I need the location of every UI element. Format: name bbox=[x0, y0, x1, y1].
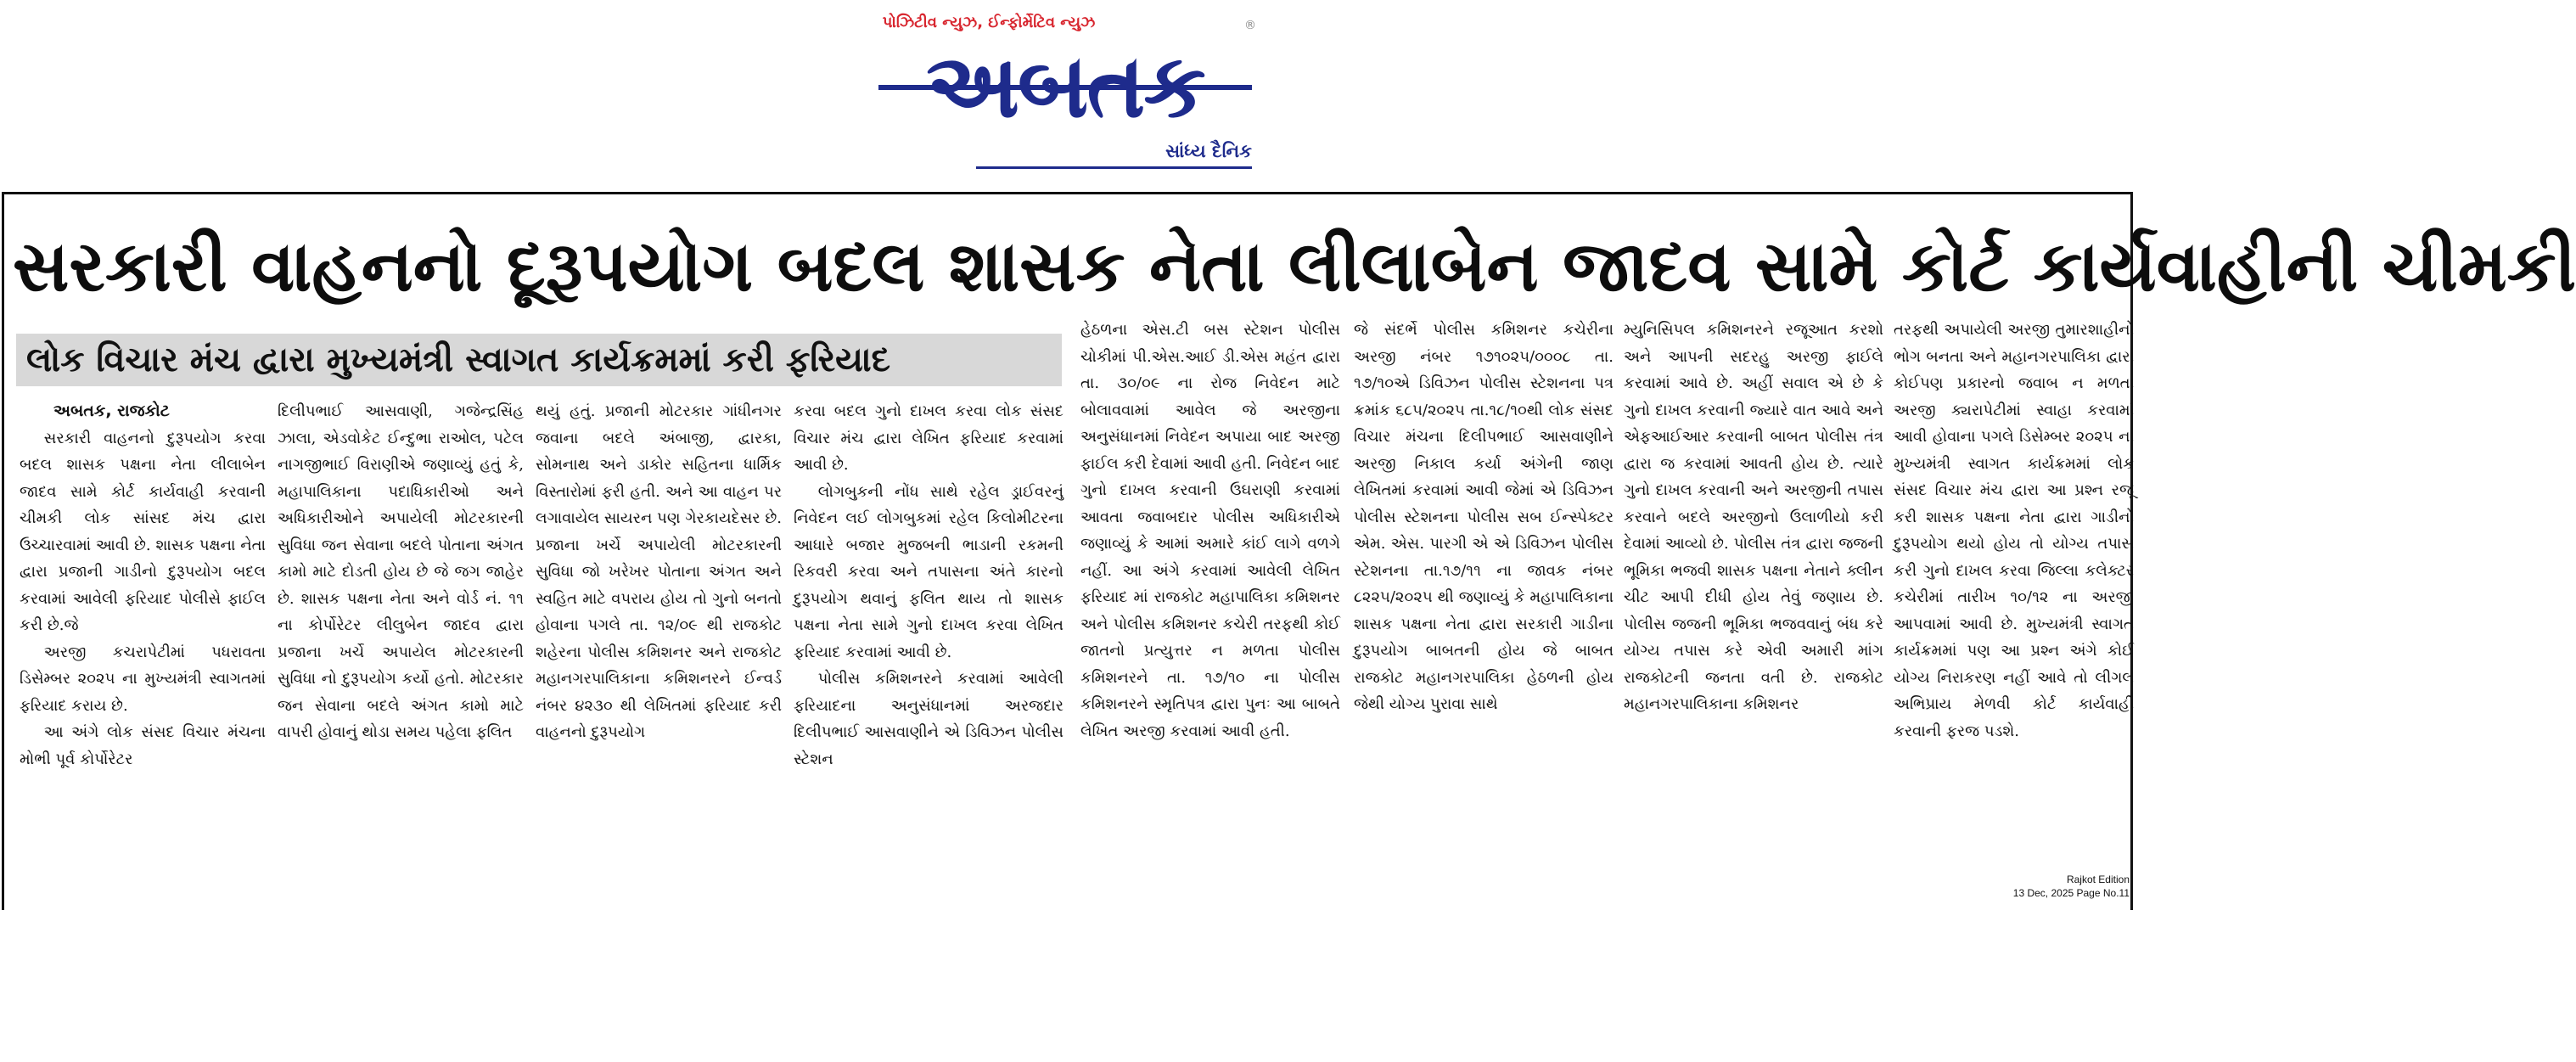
edition-info bbox=[2013, 873, 2130, 900]
column-text bbox=[278, 398, 524, 746]
column-text bbox=[536, 398, 782, 746]
logo-subtitle: સાંધ્ય દૈનિક bbox=[1165, 141, 1252, 161]
article-paragraph: તરફથી અપાયેલી અરજી તુમારશાહીનો ભોગ બનતા અને મહાનગરપાલિકા દ્વારા કોઈપણ પ્રકારનો જવાબ ન મળતા અરજી ક્યરાપેટીમાં સ્વાહા કરવામાં આવી હોવાના પગલે ડિસેમ્બર ૨૦૨૫ ના મુખ્યમંત્રી સ્વાગત કાર્યક્રમમાં લોક સંસદ વિચાર મંચ દ્વારા આ પ્રશ્ન રજૂ કરી શાસક પક્ષના નેતા દ્વારા ગાડીનો દુરૂપયોગ થયો હોય તો યોગ્ય તપાસ કરી ગુનો દાખલ કરવા જિલ્લા કલેક્ટર કચેરીમાં તારીખ ૧૦/૧૨ ના અરજી આપવામાં આવી છે. મુખ્યમંત્રી સ્વાગત કાર્યક્રમમાં પણ આ પ્રશ્ન અંગે કોઈ યોગ્ય નિરાકરણ નહીં આવે તો લીગલ અભિપ્રાય મેળવી કોર્ટ કાર્યવાહી કરવાની ફરજ પડશે. bbox=[1894, 321, 2134, 740]
newspaper-logo bbox=[878, 36, 1252, 136]
article-paragraph: અરજી કચરાપેટીમાં પધરાવતા ડિસેમ્બર ૨૦૨૫ ના મુખ્યમંત્રી સ્વાગતમાં ફરિયાદ કરાય છે. bbox=[20, 643, 266, 715]
masthead bbox=[0, 0, 2136, 185]
column-text bbox=[20, 425, 266, 773]
article-column-2 bbox=[278, 398, 524, 1062]
article-column-7 bbox=[1624, 317, 1883, 1062]
article-column-6 bbox=[1354, 317, 1614, 1062]
article-byline: અબતક, રાજકોટ bbox=[53, 402, 170, 420]
article-column-3 bbox=[536, 398, 782, 1062]
article-paragraph: જે સંદર્ભે પોલીસ કમિશનર કચેરીના અરજી નંબર ૧૭૧૦૨૫/૦૦૦૮ તા. ૧૭/૧૦એ ડિવિઝન પોલીસ સ્ટેશનના પત્ર ક્રમાંક ૬૮૫/૨૦૨૫ તા.૧૮/૧૦થી લોક સંસદ વિચાર મંચના દિલીપભાઈ આસવાણીને અરજી નિકાલ કર્યા અંગેની જાણ લેખિતમાં કરવામાં આવી જેમાં એ ડિવિઝન પોલીસ સ્ટેશનના પોલીસ સબ ઈન્સ્પેક્ટર એમ. એસ. પારગી એ એ ડિવિઝન પોલીસ સ્ટેશનના તા.૧૭/૧૧ ના જાવક નંબર ૮૨૨૫/૨૦૨૫ થી જણાવ્યું કે મહાપાલિકાના શાસક પક્ષના નેતા દ્વારા સરકારી ગાડીના દુરૂપયોગ બાબતની હોય જે બાબત રાજકોટ મહાનગરપાલિકા હેઠળની હોય જેથી યોગ્ય પુરાવા સાથે bbox=[1354, 321, 1614, 713]
article-paragraph: સરકારી વાહનનો દુરૂપયોગ કરવા બદલ શાસક પક્ષના નેતા લીલાબેન જાદવ સામે કોર્ટ કાર્યવાહી કરવાની ચીમકી લોક સાંસદ મંચ દ્વારા ઉચ્ચારવામાં આવી છે. શાસક પક્ષના નેતા દ્વારા પ્રજાની ગાડીનો દુરૂપયોગ બદલ કરવામાં આવેલી ફરિયાદ પોલીસે ફાઈલ કરી છે.જે bbox=[20, 429, 266, 634]
article-column-8 bbox=[1894, 317, 2134, 1062]
article-paragraph: લોગબુકની નોંધ સાથે રહેલ ડ્રાઈવરનું નિવેદન લઈ લોગબુકમાં રહેલ કિલોમીટરના આધારે બજાર મુજબની ભાડાની રકમની રિકવરી કરવા અને તપાસના અંતે કારનો દુરૂપયોગ થવાનું ફલિત થાય તો શાસક પક્ષના નેતા સામે ગુનો દાખલ કરવા લેખિત ફરિયાદ કરવામાં આવી છે. bbox=[794, 482, 1064, 661]
registered-mark: ® bbox=[1244, 19, 1256, 32]
article-column-5 bbox=[1080, 317, 1340, 1062]
column-text bbox=[794, 398, 1064, 773]
article-paragraph: થયું હતું. પ્રજાની મોટરકાર ગાંધીનગર જવાના બદલે અંબાજી, દ્વારકા, સોમનાથ અને ડાકોર સહિતના ધાર્મિક વિસ્તારોમાં ફરી હતી. અને આ વાહન પર લગાવાયેલ સાયરન પણ ગેરકાયદેસર છે. પ્રજાના ખર્ચે અપાયેલી મોટરકારની સુવિધા જો ખરેખર પોતાના અંગત અને સ્વહિત માટે વપરાય હોય તો ગુનો બનતો હોવાના પગલે તા. ૧૨/૦૯ થી રાજકોટ શહેરના પોલીસ કમિશનર અને રાજકોટ મહાનગરપાલિકાના કમિશનરને ઈન્વર્ડ નંબર ૪૨૩૦ થી લેખિતમાં ફરિયાદ કરી વાહનનો દુરૂપયોગ bbox=[536, 402, 782, 741]
article-paragraph: કરવા બદલ ગુનો દાખલ કરવા લોક સંસદ વિચાર મંચ દ્વારા લેખિત ફરિયાદ કરવામાં આવી છે. bbox=[794, 402, 1064, 474]
article-paragraph: હેઠળના એસ.ટી બસ સ્ટેશન પોલીસ ચોકીમાં પી.એસ.આઈ ડી.એસ મહંત દ્વારા તા. ૩૦/૦૯ ના રોજ નિવેદન માટે બોલાવવામાં આવેલ જે અરજીના અનુસંધાનમાં નિવેદન અપાયા બાદ અરજી ફાઈલ કરી દેવામાં આવી હતી. નિવેદન બાદ ગુનો દાખલ કરવાની ઉઘરાણી કરવામાં આવતા જવાબદાર પોલીસ અધિકારીએ જણાવ્યું કે આમાં અમારે કાંઈ લાગે વળગે નહીં. આ અંગે કરવામાં આવેલી લેખિત ફરિયાદ માં રાજકોટ મહાપાલિકા કમિશનર અને પોલીસ કમિશનર કચેરી તરફથી કોઈ જાતનો પ્રત્યુત્તર ન મળતા પોલીસ કમિશનરને તા. ૧૭/૧૦ ના પોલીસ કમિશનરને સ્મૃતિપત્ર દ્વારા પુનઃ આ બાબતે લેખિત અરજી કરવામાં આવી હતી. bbox=[1080, 321, 1340, 740]
column-text bbox=[1624, 317, 1883, 718]
article-paragraph: પોલીસ કમિશનરને કરવામાં આવેલી ફરિયાદના અનુસંધાનમાં અરજદાર દિલીપભાઈ આસવાણીને એ ડિવિઝન પોલીસ સ્ટેશન bbox=[794, 670, 1064, 768]
article-paragraph: દિલીપભાઈ આસવાણી, ગજેન્દ્રસિંહ ઝાલા, એડવોકેટ ઈન્દુભા રાઓલ, પટેલ નાગજીભાઈ વિરાણીએ જણાવ્યું હતું કે, મહાપાલિકાના પદાધિકારીઓ અને અધિકારીઓને અપાયેલી મોટરકારની સુવિધા જન સેવાના બદલે પોતાના અંગત કામો માટે દોડતી હોય છે જે જગ જાહેર છે. શાસક પક્ષના નેતા અને વોર્ડ નં. ૧૧ ના કોર્પોરેટર લીલુબેન જાદવ દ્વારા પ્રજાના ખર્ચે અપાયેલ મોટરકારની સુવિધા નો દુરૂપયોગ કર્યો હતો. મોટરકાર જન સેવાના બદલે અંગત કામો માટે વાપરી હોવાનું થોડા સમય પહેલા ફલિત bbox=[278, 402, 524, 741]
masthead-tagline: પોઝિટીવ ન્યુઝ, ઈન્ફોર્મેટિવ ન્યુઝ bbox=[882, 14, 1096, 31]
article-column-1 bbox=[20, 398, 266, 1062]
column-text bbox=[1080, 317, 1340, 745]
edition-name: Rajkot Edition bbox=[2066, 874, 2130, 885]
article-paragraph: આ અંગે લોક સંસદ વિચાર મંચના મોભી પૂર્વ કોર્પોરેટર bbox=[20, 723, 266, 768]
column-text bbox=[1354, 317, 1614, 718]
article-paragraph: મ્યુનિસિપલ કમિશનરને રજૂઆત કરશો અને આપની સદરહુ અરજી ફાઈલે કરવામાં આવે છે. અહીં સવાલ એ છે કે ગુનો દાખલ કરવાની જ્યારે વાત આવે અને એફઆઈઆર કરવાની બાબત પોલીસ તંત્ર દ્વારા જ કરવામાં આવતી હોય છે. ત્યારે ગુનો દાખલ કરવાની અને અરજીની તપાસ કરવાને બદલે અરજીનો ઉલાળીયો કરી દેવામાં આવ્યો છે. પોલીસ તંત્ર દ્વારા જજની ભૂમિકા ભજવી શાસક પક્ષના નેતાને ક્લીન ચીટ આપી દીધી હોય તેવું જણાય છે. પોલીસ જજની ભૂમિકા ભજવવાનું બંધ કરે યોગ્ય તપાસ કરે એવી અમારી માંગ રાજકોટની જનતા વતી છે. રાજકોટ મહાનગરપાલિકાના કમિશનર bbox=[1624, 321, 1883, 713]
edition-date-page: 13 Dec, 2025 Page No.11 bbox=[2012, 887, 2130, 899]
logo-text: અબતક bbox=[926, 34, 1204, 138]
logo-underline bbox=[976, 166, 1252, 169]
article-column-4 bbox=[794, 398, 1064, 1062]
logo-subtitle-block bbox=[976, 138, 1252, 171]
article-subheadline: લોક વિચાર મંચ દ્વારા મુખ્યમંત્રી સ્વાગત કાર્યક્રમમાં કરી ફરિયાદ bbox=[16, 334, 1062, 386]
article-headline: સરકારી વાહનનો દૂરૂપયોગ બદલ શાસક નેતા લીલાબેન જાદવ સામે કોર્ટ કાર્યવાહીની ચીમકી bbox=[13, 227, 2576, 307]
column-text bbox=[1894, 317, 2134, 745]
news-article bbox=[2, 192, 2576, 910]
